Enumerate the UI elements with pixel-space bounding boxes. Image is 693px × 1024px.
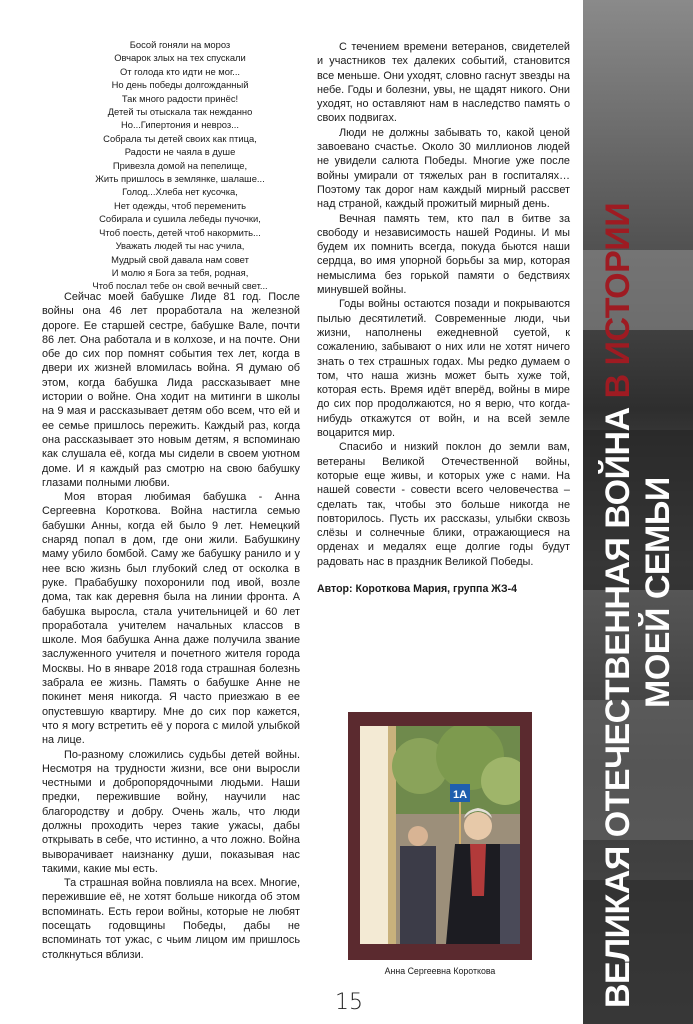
poem-line: Но...Гипертония и невроз... [120,119,240,131]
poem-line: И молю я Бога за тебя, родная, [111,266,249,278]
paragraph: Вечная память тем, кто пал в битве за свободу и независимость нашей Родины. И мы будем их помнить всегда, покуда бьются наши сердца, во имя упорной борьбы за мир, которая немыслима без горькой памяти о бедствиях минувшей войны. [317,212,570,297]
paragraph: Та страшная война повлияла на всех. Многие, пережившие её, не хотят больше никогда об этом вспоминать. Есть герои войны, которые не любят посещать годовщины Победы, дабы не вспоминать тот ужас, с чьим лицом им пришлось столкнуться вблизи. [42,877,300,961]
paragraph: Моя вторая любимая бабушка - Анна Сергеевна Короткова. Война настигла семью бабушки Анны, когда ей было 9 лет. Немецкий снаряд попал в дом, где они жили. Бабушкину маму убило бомбой. Саму же бабушку ранило и у нее всю жизнь был глубокий след от осколка в руке. Прабабушку похоронили под ивой, возле дома, так как деревня была на линии фронта. А бабушка выросла, стала учительницей и 60 лет проработала учителем начальных классов в школе. Моя бабушка Анна даже получила звание заслуженного учителя и почетного жителя города Москвы. Но в январе 2018 года страшная болезнь забрала ее жизнь. Память о бабушке Анне не покинет меня никогда. Я часто приезжаю в ее опустевшую квартиру. Мне до сих пор кажется, что я могу встретить её у порога с милой улыбкой на лице. [42,491,300,747]
poem-line: Уважать людей ты нас учила, [115,240,245,252]
poem-line: Чтоб поесть, детей чтоб накормить... [99,226,261,238]
paragraph: Люди не должны забывать то, какой ценой завоевано счастье. Около 30 миллионов людей не увидели салюта Победы. Многие уже после войны умирали от тяжелых ран в госпиталях… Поэтому так дорог нам каждый мирный рассвет над страной, каждый прожитый мирный день. [317,126,570,211]
paragraph: По-разному сложились судьбы детей войны. Несмотря на трудности жизни, все они выросли честными и добропорядочными людьми. Наши предки, пережившие войну, научили нас благородству и добру. Очень жаль, что люди должны проходить через такие ужасы, дабы открывать в себе, что истинно, а что ложно. Война выворачивает наизнанку души, показывая нас такими, какие мы есть. [42,748,300,875]
paragraph: Сейчас моей бабушке Лиде 81 год. После войны она 46 лет проработала на железной дороге. Ее старшей сестре, бабушке Вале, почти 86 лет. Она работала и в колхозе, и на почте. Они обе до сих пор помнят события тех лет, когда в двери их жизней вломилась война. Я думаю об этом, когда бабушка Лида рассказывает мне истории о войне. Она ходит на митинги в школы на 9 мая и рассказывает детям обо всем, что ей и ее семье пришлось пережить. Каждый раз, когда она рассказывает это новым детям, я вспоминаю как слушала её, когда мы сидели в своем уютном доме. И я каждый раз смотрю на свою бабушку глазами полными любви. [42,291,300,489]
poem-line: Собрала ты детей своих как птица, [103,132,257,144]
poem-line: Радости не чаяла в душе [124,146,236,158]
poem-line: Детей ты отыскала так нежданно [107,106,253,118]
paragraph: С течением времени ветеранов, свидетелей и участников тех далеких событий, становится все меньше. Они уходят, словно гаснут звезды на небе. Годы и болезни, увы, не щадят никого. Они уходят, но оставляют нам в наследство память о своих подвигах. [317,41,570,125]
banner-line1 [598,0,638,1008]
paragraph: Годы войны остаются позади и покрываются пылью десятилетий. Современные люди, чьи жизни, наполнены ежедневной суетой, к сожалению, забывают о них или не хотят ничего знать о тех страшных годах. Мы редко думаем о том, что наша жизнь может быть хуже той, которая есть. Время идёт вперёд, войны в мире до сих пор продолжаются, но я верю, что когда-нибудь откажутся от войн, и на всей земле воцарится мир. [317,298,570,440]
poem-line: Так много радости принёс! [121,92,239,104]
poem-line: Голод...Хлеба нет кусочка, [122,186,238,198]
poem-line: Нет одежды, чтоб переменить [113,199,247,211]
banner-line1-red: В ИСТОРИИ [599,202,637,399]
banner-line1-white: ВЕЛИКАЯ ОТЕЧЕСТВЕННАЯ ВОЙНА [599,407,637,1008]
class-sign: 1А [453,789,468,801]
photo-frame [348,712,532,960]
poem-line: Овчарок злых на тех спускали [114,52,246,64]
poem [60,38,300,293]
paragraph: Спасибо и низкий поклон до земли вам, ветераны Великой Отечественной войны, которые еще живы, и которых уже с нами. На нашей совести - совести всего человечества – сделать так, чтобы это больше никогда не повторилось. Пусть их рассказы, улыбки сквозь слёзы и солнечные блики, отражающиеся на орденах и медалях еще долгие годы будут радовать нас в праздник Великой Победы. [317,441,570,568]
poem-line: Чтоб послал тебе он свой вечный свет... [92,280,268,292]
photo-illustration [360,726,520,944]
poem-line: Но день победы долгожданный [111,79,249,91]
poem-line: Босой гоняли на мороз [129,39,231,50]
left-column [42,290,300,962]
poem-line: Жить пришлось в землянке, шалаше... [95,173,265,185]
portrait-photo [360,726,520,944]
side-banner [583,0,693,1024]
banner-line2-white: МОЕЙ СЕМЬИ [639,477,677,708]
poem-line: Привезла домой на пепелище, [112,159,248,171]
author-line: Автор: Короткова Мария, группа ЖЗ-4 [317,582,518,595]
banner-line2 [638,0,678,708]
banner-title [583,0,693,1024]
page-number: 15 [335,990,363,1015]
poem-line: Собирала и сушила лебеды пучочки, [99,213,261,225]
right-column [317,40,570,596]
photo-caption: Анна Сергеевна Короткова [384,966,496,976]
poem-line: Мудрый свой давала нам совет [111,253,249,265]
poem-line: От голода кто идти не мог... [119,65,241,77]
